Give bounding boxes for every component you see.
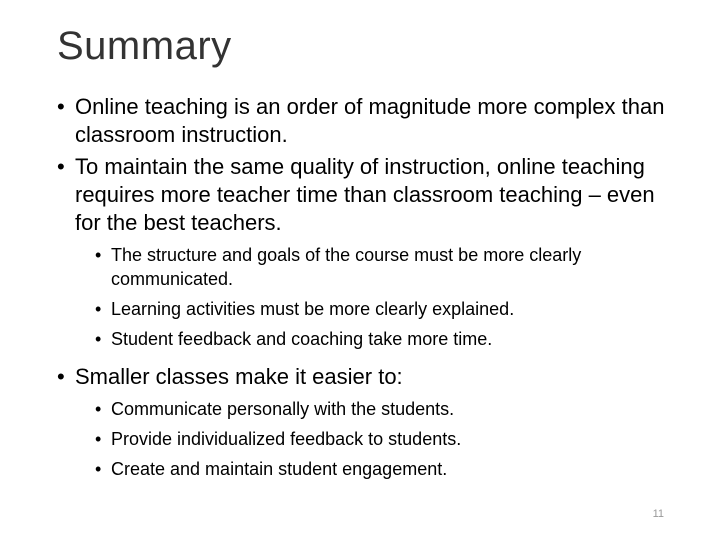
bullet-item [57, 363, 677, 391]
sub-bullet-item [95, 243, 677, 291]
bullet-item [57, 93, 677, 149]
sub-bullet-text: Create and maintain student engagement. [111, 459, 448, 479]
bullet-text: Online teaching is an order of magnitude more complex than classroom instruction. [75, 94, 665, 147]
sub-bullet-item [95, 427, 677, 451]
sub-bullet-text: Learning activities must be more clearly explained. [111, 299, 515, 319]
bullet-icon: • [95, 459, 102, 479]
bullet-icon: • [57, 364, 65, 389]
sub-bullet-text: The structure and goals of the course must be more clearly communicated. [111, 245, 582, 289]
sub-bullet-item [95, 457, 677, 481]
sub-bullet-list [57, 397, 677, 481]
bullet-item [57, 153, 677, 237]
bullet-icon: • [57, 154, 65, 179]
sub-bullet-list [57, 243, 677, 351]
bullet-icon: • [95, 429, 102, 449]
bullet-icon: • [95, 299, 102, 319]
sub-bullet-text: Provide individualized feedback to students. [111, 429, 462, 449]
bullet-icon: • [95, 329, 102, 349]
bullet-icon: • [95, 399, 102, 419]
slide-title: Summary [57, 24, 232, 68]
sub-bullet-text: Communicate personally with the students. [111, 399, 455, 419]
bullet-text: To maintain the same quality of instruction, online teaching requires more teacher time than classroom teaching – even for the best teachers. [75, 154, 655, 235]
page-number: 11 [652, 508, 664, 520]
bullet-icon: • [57, 94, 65, 119]
sub-bullet-item [95, 297, 677, 321]
bullet-icon: • [95, 245, 102, 265]
slide-content [57, 93, 677, 493]
sub-bullet-item [95, 327, 677, 351]
sub-bullet-text: Student feedback and coaching take more time. [111, 329, 493, 349]
bullet-text: Smaller classes make it easier to: [75, 364, 403, 389]
sub-bullet-item [95, 397, 677, 421]
